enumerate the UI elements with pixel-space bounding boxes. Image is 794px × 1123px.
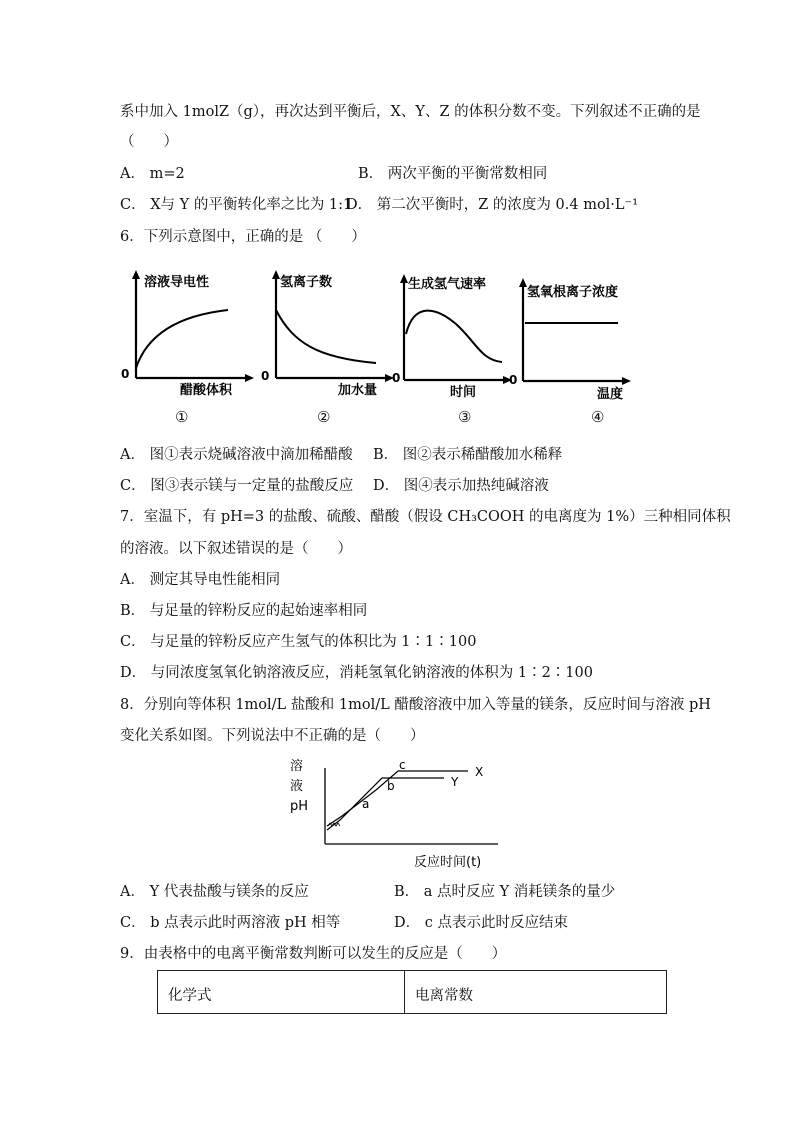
q6-graph-4 [505, 274, 635, 408]
graph1-number: ① [175, 408, 189, 426]
q8-curve-y-label: Y [451, 775, 459, 789]
q7-option-c: C． 与足量的锌粉反应产生氢气的体积比为 1∶1∶100 [120, 634, 477, 650]
q8-stem-line2: 变化关系如图。下列说法中不正确的是（ ） [120, 728, 425, 744]
q9-table [157, 970, 667, 1014]
q7-option-b: B． 与足量的锌粉反应的起始速率相同 [120, 603, 368, 619]
graph2-ylabel: 氢离子数 [280, 275, 333, 290]
graph4-xlabel: 温度 [597, 387, 624, 402]
q8-curve-x-label: X [475, 765, 484, 779]
graph2-number: ② [317, 408, 331, 426]
graph1-origin: 0 [121, 367, 130, 381]
q6-graph-3 [386, 272, 516, 406]
q9-table-header-formula: 化学式 [158, 971, 405, 1013]
q7-option-d: D． 与同浓度氢氧化钠溶液反应，消耗氢氧化钠溶液的体积为 1∶2∶100 [120, 665, 593, 681]
graph3-number: ③ [458, 408, 472, 426]
q7-stem-line1: 7．室温下，有 pH=3 的盐酸、硫酸、醋酸（假设 CH₃COOH 的电离度为 1%）三种相同体积 [120, 509, 731, 525]
graph2-xlabel: 加水量 [338, 383, 378, 398]
q8-option-a: A． Y 代表盐酸与镁条的反应 [120, 884, 309, 900]
q8-option-b: B． a 点时反应 Y 消耗镁条的量少 [394, 884, 616, 900]
q8-xlabel: 反应时间(t) [414, 855, 482, 870]
q8-ylabel-2: 液 [290, 779, 304, 794]
q8-point-a: a [362, 797, 370, 811]
q6-option-d: D． 图④表示加热纯碱溶液 [373, 478, 549, 494]
q6-stem: 6．下列示意图中，正确的是 （ ） [120, 229, 366, 245]
graph3-ylabel: 生成氢气速率 [408, 277, 487, 292]
graph1-xlabel: 醋酸体积 [180, 383, 233, 398]
q5-stem-line1: 系中加入 1molZ（g），再次达到平衡后，X、Y、Z 的体积分数不变。下列叙述不正确的是 [120, 104, 701, 120]
q7-option-a: A． 测定其导电性能相同 [120, 572, 281, 588]
q8-point-c: c [399, 758, 406, 772]
q5-option-d: D． 第二次平衡时，Z 的浓度为 0.4 mol·L⁻¹ [346, 197, 639, 213]
q8-ylabel-1: 溶 [290, 759, 304, 774]
q6-option-a: A． 图①表示烧碱溶液中滴加稀醋酸 [120, 447, 353, 463]
q9-table-header-constant: 电离常数 [415, 988, 473, 1004]
q8-option-c: C． b 点表示此时两溶液 pH 相等 [120, 915, 341, 931]
q8-point-b: b [387, 779, 395, 793]
graph1-ylabel: 溶液导电性 [144, 275, 210, 290]
q8-stem-line1: 8．分别向等体积 1mol/L 盐酸和 1mol/L 醋酸溶液中加入等量的镁条，反应时间与溶液 pH [120, 697, 711, 713]
q5-stem-line2: （ ） [120, 134, 178, 150]
q6-option-b: B． 图②表示稀醋酸加水稀释 [373, 447, 563, 463]
graph3-origin: 0 [392, 371, 401, 385]
q6-graph-1 [118, 268, 258, 402]
graph4-ylabel: 氢氧根离子浓度 [527, 285, 619, 300]
q8-ylabel-3: pH [290, 799, 309, 814]
q8-ph-graph [286, 752, 516, 881]
graph3-xlabel: 时间 [450, 385, 477, 400]
q9-stem: 9．由表格中的电离平衡常数判断可以发生的反应是（ ） [120, 946, 507, 962]
graph2-origin: 0 [261, 369, 270, 383]
q5-option-b: B． 两次平衡的平衡常数相同 [358, 166, 548, 182]
q6-graph-2 [258, 268, 401, 402]
graph4-number: ④ [591, 408, 605, 426]
q5-option-c: C． X与 Y 的平衡转化率之比为 1:1 [120, 197, 353, 213]
graph4-origin: 0 [509, 373, 518, 387]
q5-option-a: A． m=2 [120, 166, 185, 182]
q8-option-d: D． c 点表示此时反应结束 [394, 915, 568, 931]
q7-stem-line2: 的溶液。以下叙述错误的是（ ） [120, 541, 352, 557]
q6-option-c: C． 图③表示镁与一定量的盐酸反应 [120, 478, 354, 494]
